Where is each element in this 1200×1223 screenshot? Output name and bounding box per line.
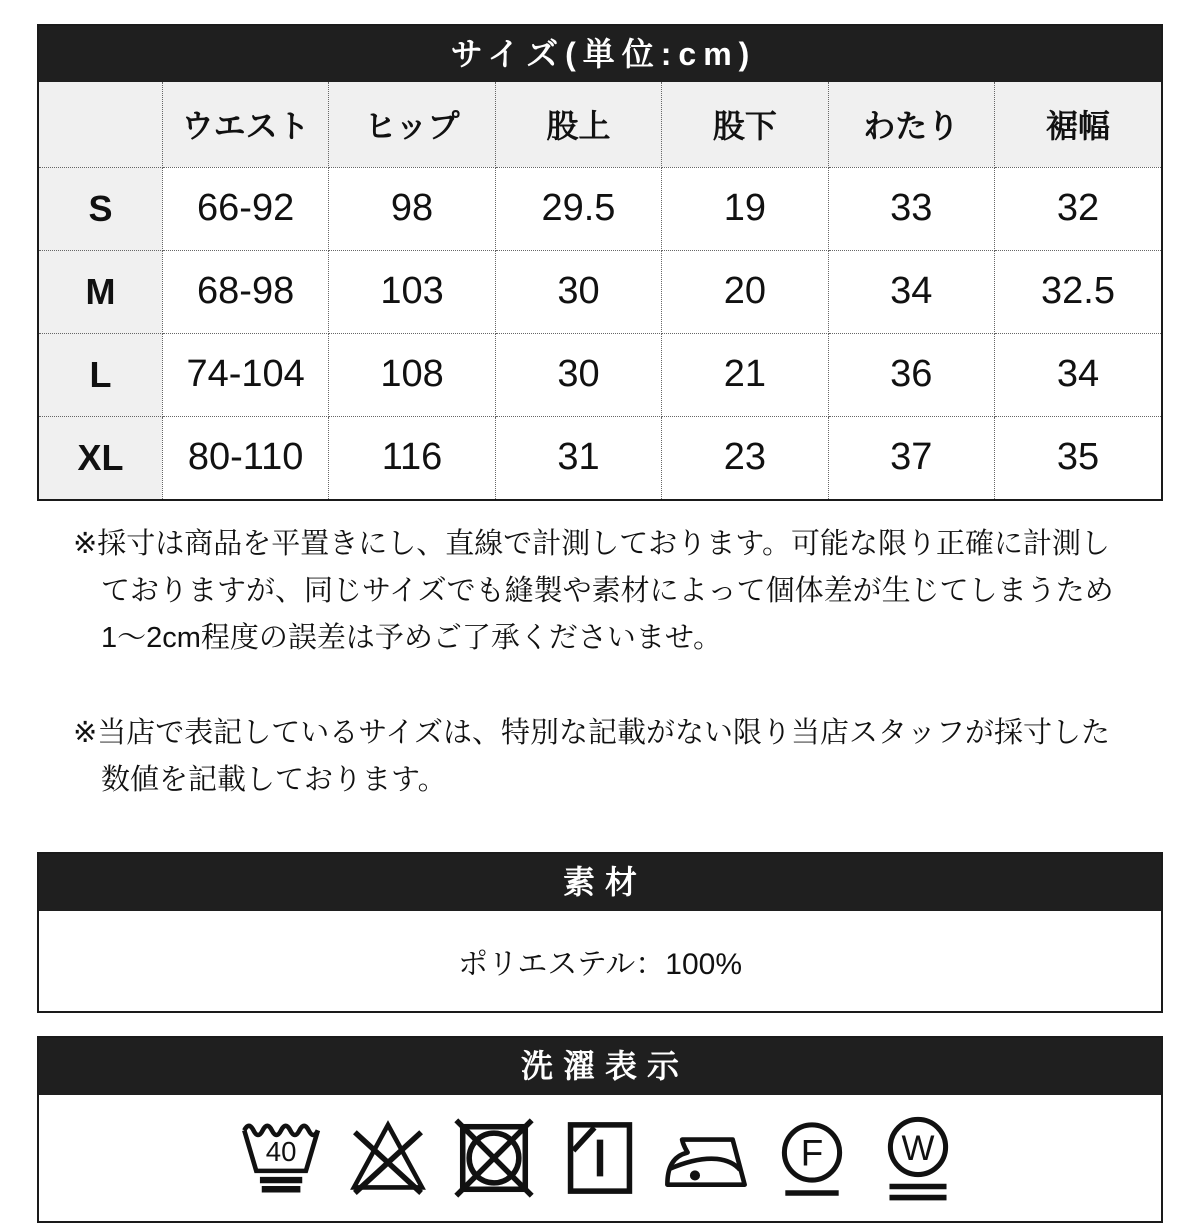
size-cell: 21	[662, 333, 828, 416]
size-cell: 23	[662, 416, 828, 499]
size-cell: 108	[329, 333, 495, 416]
size-cell: 33	[828, 167, 994, 250]
size-cell: 32.5	[995, 250, 1161, 333]
corner-cell	[39, 82, 162, 167]
svg-text:F: F	[800, 1132, 824, 1174]
size-cell: 30	[495, 333, 661, 416]
table-row-l	[39, 333, 1161, 416]
size-cell: 80-110	[162, 416, 328, 499]
svg-text:40: 40	[265, 1135, 297, 1167]
line-dry-in-shade-icon	[554, 1112, 646, 1204]
svg-text:W: W	[901, 1128, 935, 1168]
table-row-xl	[39, 416, 1161, 499]
size-cell: 103	[329, 250, 495, 333]
note-line: 1～2cm程度の誤差は予めご了承くださいませ。	[101, 622, 723, 654]
note-staff-measured	[73, 710, 1127, 804]
wash-40-icon	[236, 1112, 328, 1204]
size-cell: 66-92	[162, 167, 328, 250]
size-cell: 37	[828, 416, 994, 499]
size-row-label: XL	[39, 416, 162, 499]
table-row-s	[39, 167, 1161, 250]
note-line: ※採寸は商品を平置きにし、直線で計測しております。可能な限り正確に計測し	[73, 528, 1110, 560]
size-cell: 32	[995, 167, 1161, 250]
size-cell: 34	[828, 250, 994, 333]
size-section-title: サイズ(単位:cm)	[39, 26, 1161, 82]
wet-clean-w-icon	[872, 1112, 964, 1204]
column-header-waist: ウエスト	[162, 82, 328, 167]
size-table-header-row	[39, 82, 1161, 167]
size-cell: 29.5	[495, 167, 661, 250]
care-symbols	[39, 1095, 1161, 1221]
size-cell: 36	[828, 333, 994, 416]
care-label-section	[37, 1036, 1163, 1223]
size-row-label: S	[39, 167, 162, 250]
no-bleach-icon	[342, 1112, 434, 1204]
size-cell: 20	[662, 250, 828, 333]
size-cell: 74-104	[162, 333, 328, 416]
size-section	[37, 24, 1163, 501]
size-cell: 116	[329, 416, 495, 499]
material-section	[37, 852, 1163, 1013]
column-header-inseam: 股下	[662, 82, 828, 167]
care-section-title: 洗濯表示	[39, 1038, 1161, 1095]
dry-clean-f-icon	[766, 1112, 858, 1204]
size-cell: 68-98	[162, 250, 328, 333]
size-cell: 34	[995, 333, 1161, 416]
column-header-hip: ヒップ	[329, 82, 495, 167]
note-line: ておりますが、同じサイズでも縫製や素材によって個体差が生じてしまうため	[101, 575, 1114, 607]
size-cell: 30	[495, 250, 661, 333]
note-measurement-tolerance	[73, 521, 1127, 662]
note-line: 数値を記載しております。	[101, 764, 447, 796]
material-value: ポリエステル：100%	[457, 948, 743, 981]
size-table	[39, 82, 1161, 499]
size-cell: 98	[329, 167, 495, 250]
column-header-thigh: わたり	[828, 82, 994, 167]
column-header-hem: 裾幅	[995, 82, 1161, 167]
size-row-label: L	[39, 333, 162, 416]
no-tumble-dry-icon	[448, 1112, 540, 1204]
size-cell: 19	[662, 167, 828, 250]
size-row-label: M	[39, 250, 162, 333]
size-cell: 35	[995, 416, 1161, 499]
note-line: ※当店で表記しているサイズは、特別な記載がない限り当店スタッフが採寸した	[73, 717, 1110, 749]
iron-low-icon	[660, 1112, 752, 1204]
material-section-title: 素材	[39, 854, 1161, 911]
size-cell: 31	[495, 416, 661, 499]
measurement-notes	[37, 521, 1163, 804]
table-row-m	[39, 250, 1161, 333]
column-header-rise: 股上	[495, 82, 661, 167]
